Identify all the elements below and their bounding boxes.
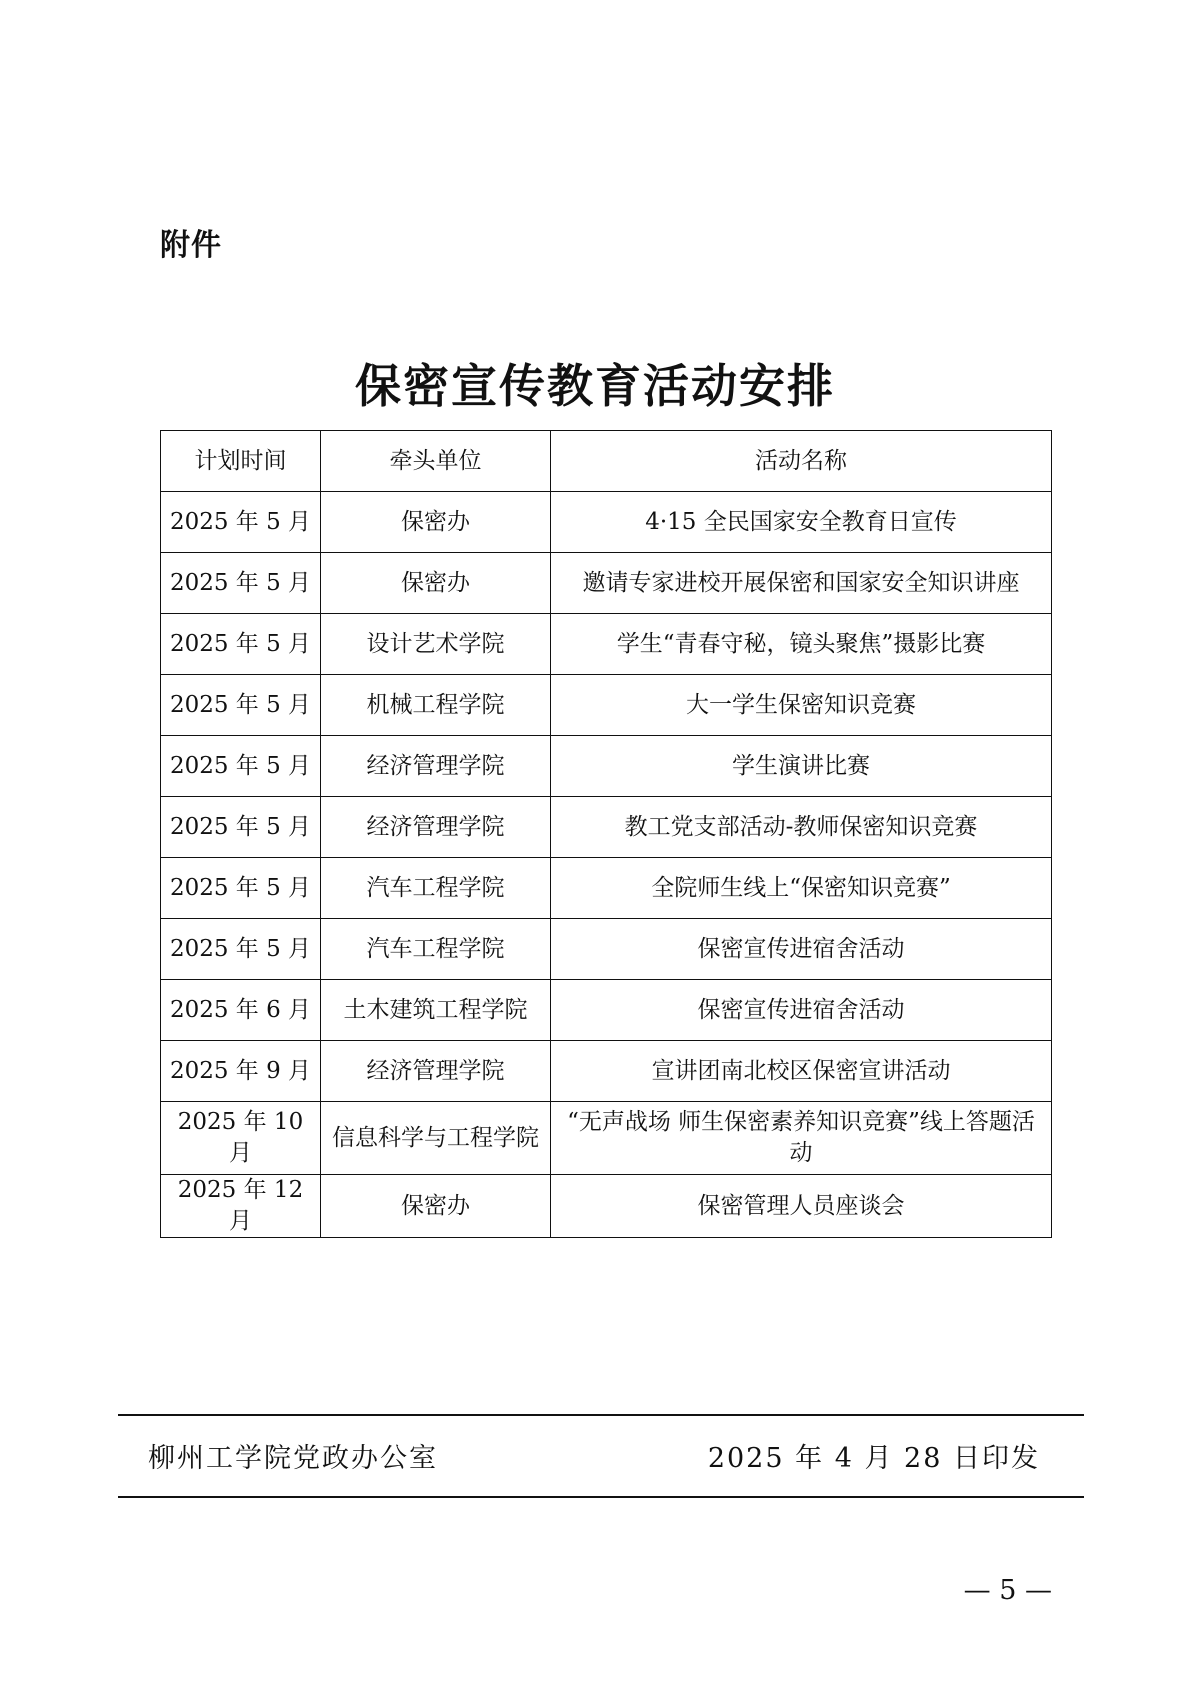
table-row (161, 553, 1052, 614)
cell-time: 2025 年 9 月 (161, 1041, 321, 1102)
attachment-label: 附件 (160, 228, 222, 263)
table-row (161, 1041, 1052, 1102)
cell-time: 2025 年 5 月 (161, 919, 321, 980)
issuer-name: 柳州工学院党政办公室 (148, 1443, 438, 1474)
cell-time: 2025 年 6 月 (161, 980, 321, 1041)
table-row (161, 797, 1052, 858)
cell-activity: 保密宣传进宿舍活动 (551, 980, 1052, 1041)
table-row (161, 1175, 1052, 1238)
cell-unit: 保密办 (321, 553, 551, 614)
cell-time: 2025 年 5 月 (161, 553, 321, 614)
cell-unit: 经济管理学院 (321, 797, 551, 858)
issue-date: 2025 年 4 月 28 日印发 (707, 1443, 1040, 1474)
cell-unit: 汽车工程学院 (321, 919, 551, 980)
page-title: 保密宣传教育活动安排 (355, 359, 835, 413)
cell-unit: 保密办 (321, 492, 551, 553)
table-row (161, 736, 1052, 797)
cell-activity: 全院师生线上“保密知识竞赛” (551, 858, 1052, 919)
cell-unit: 汽车工程学院 (321, 858, 551, 919)
activity-schedule-table (160, 430, 1052, 1238)
cell-unit: 信息科学与工程学院 (321, 1102, 551, 1175)
header-activity-name: 活动名称 (551, 431, 1052, 492)
cell-activity: “无声战场 师生保密素养知识竞赛”线上答题活动 (551, 1102, 1052, 1175)
table-row (161, 614, 1052, 675)
cell-time: 2025 年 5 月 (161, 614, 321, 675)
cell-activity: 宣讲团南北校区保密宣讲活动 (551, 1041, 1052, 1102)
table-row (161, 980, 1052, 1041)
header-lead-unit: 牵头单位 (321, 431, 551, 492)
header-planned-time: 计划时间 (161, 431, 321, 492)
cell-time: 2025 年 10 月 (161, 1102, 321, 1175)
table-row (161, 919, 1052, 980)
footer-top-rule (118, 1414, 1084, 1416)
cell-time: 2025 年 5 月 (161, 858, 321, 919)
cell-unit: 经济管理学院 (321, 1041, 551, 1102)
table-row (161, 1102, 1052, 1175)
table-row (161, 858, 1052, 919)
cell-time: 2025 年 5 月 (161, 797, 321, 858)
cell-unit: 土木建筑工程学院 (321, 980, 551, 1041)
cell-activity: 教工党支部活动-教师保密知识竞赛 (551, 797, 1052, 858)
cell-activity: 4·15 全民国家安全教育日宣传 (551, 492, 1052, 553)
table-row (161, 675, 1052, 736)
cell-time: 2025 年 5 月 (161, 736, 321, 797)
page-number: — 5 — (963, 1575, 1052, 1606)
cell-activity: 保密宣传进宿舍活动 (551, 919, 1052, 980)
cell-time: 2025 年 5 月 (161, 675, 321, 736)
table-row (161, 492, 1052, 553)
cell-activity: 学生“青春守秘，镜头聚焦”摄影比赛 (551, 614, 1052, 675)
cell-unit: 保密办 (321, 1175, 551, 1238)
footer-bottom-rule (118, 1496, 1084, 1498)
cell-activity: 大一学生保密知识竞赛 (551, 675, 1052, 736)
cell-time: 2025 年 5 月 (161, 492, 321, 553)
cell-unit: 机械工程学院 (321, 675, 551, 736)
cell-unit: 设计艺术学院 (321, 614, 551, 675)
cell-time: 2025 年 12 月 (161, 1175, 321, 1238)
table-header-row (161, 431, 1052, 492)
cell-activity: 邀请专家进校开展保密和国家安全知识讲座 (551, 553, 1052, 614)
cell-activity: 学生演讲比赛 (551, 736, 1052, 797)
cell-activity: 保密管理人员座谈会 (551, 1175, 1052, 1238)
cell-unit: 经济管理学院 (321, 736, 551, 797)
